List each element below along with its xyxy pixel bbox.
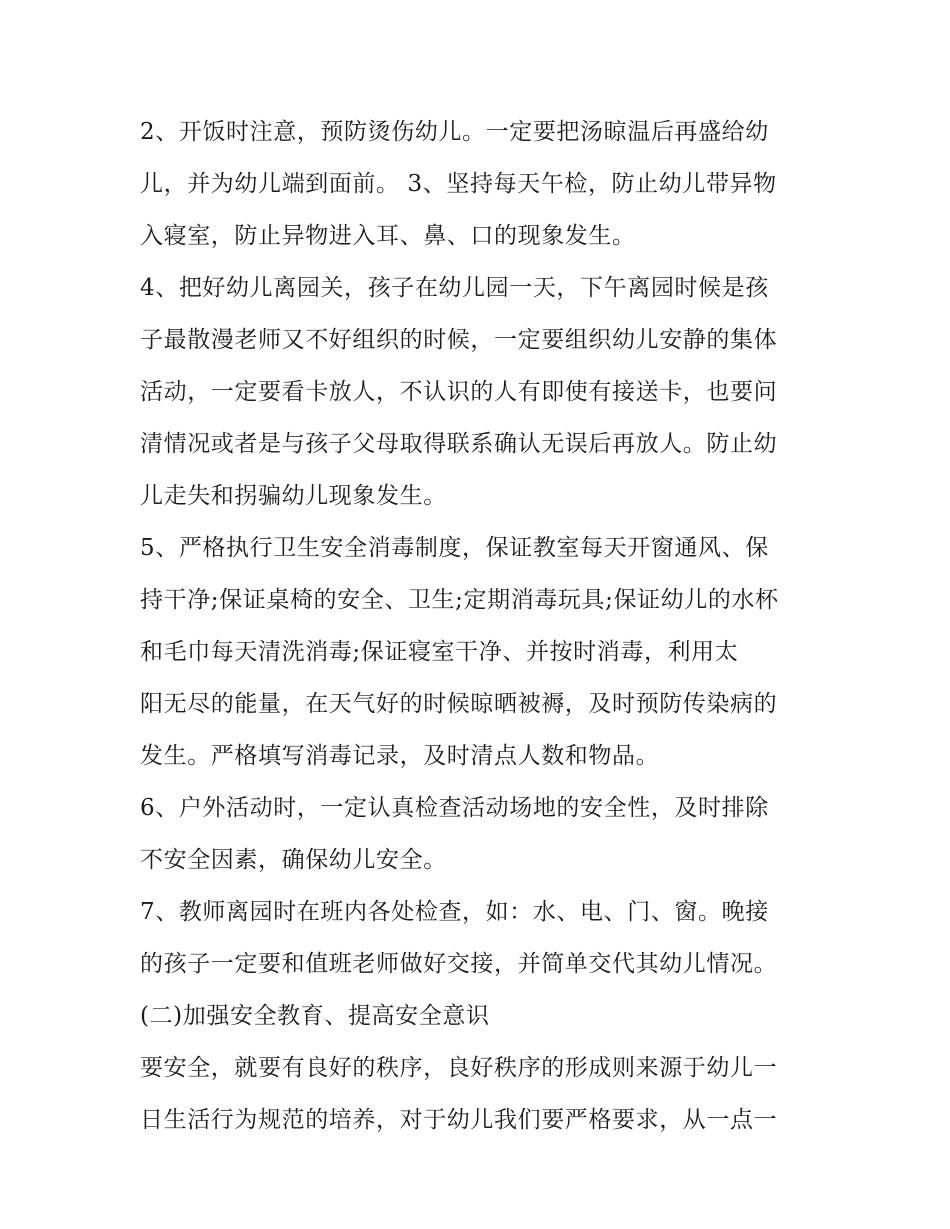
text-line: 2、开饭时注意，预防烫伤幼儿。一定要把汤晾温后再盛给幼: [140, 119, 769, 145]
text-line: 要安全，就要有良好的秩序，良好秩序的形成则来源于幼儿一: [140, 1055, 778, 1081]
text-line: 发生。严格填写消毒记录，及时清点人数和物品。: [140, 743, 660, 769]
text-line: 儿走失和拐骗幼儿现象发生。: [140, 483, 447, 509]
text-line: 4、把好幼儿离园关，孩子在幼儿园一天，下午离园时候是孩: [140, 275, 769, 301]
document-body: [140, 106, 820, 1146]
text-line: 清情况或者是与孩子父母取得联系确认无误后再放人。防止幼: [140, 431, 778, 457]
text-line: 7、教师离园时在班内各处检查，如：水、电、门、窗。晚接: [140, 899, 769, 925]
text-line: 6、户外活动时，一定认真检查活动场地的安全性，及时排除: [140, 795, 769, 821]
text-line: 不安全因素，确保幼儿安全。: [140, 847, 447, 873]
text-line: 儿，并为幼儿端到面前。 3、坚持每天午检，防止幼儿带异物: [140, 171, 777, 197]
text-line: 活动，一定要看卡放人，不认识的人有即使有接送卡，也要问: [140, 379, 778, 405]
text-line: 入寝室，防止异物进入耳、鼻、口的现象发生。: [140, 223, 636, 249]
text-line: 子最散漫老师又不好组织的时候，一定要组织幼儿安静的集体: [140, 327, 778, 353]
text-line: 的孩子一定要和值班老师做好交接，并简单交代其幼儿情况。: [140, 951, 778, 977]
text-line: 和毛巾每天清洗消毒;保证寝室干净、并按时消毒，利用太: [140, 639, 739, 665]
text-line: 5、严格执行卫生安全消毒制度，保证教室每天开窗通风、保: [140, 535, 769, 561]
text-line: 日生活行为规范的培养，对于幼儿我们要严格要求，从一点一: [140, 1107, 778, 1133]
text-line: 阳无尽的能量，在天气好的时候晾晒被褥，及时预防传染病的: [140, 691, 778, 717]
section-heading: (二)加强安全教育、提高安全意识: [140, 1003, 490, 1029]
text-line: 持干净;保证桌椅的安全、卫生;定期消毒玩具;保证幼儿的水杯: [140, 587, 779, 613]
